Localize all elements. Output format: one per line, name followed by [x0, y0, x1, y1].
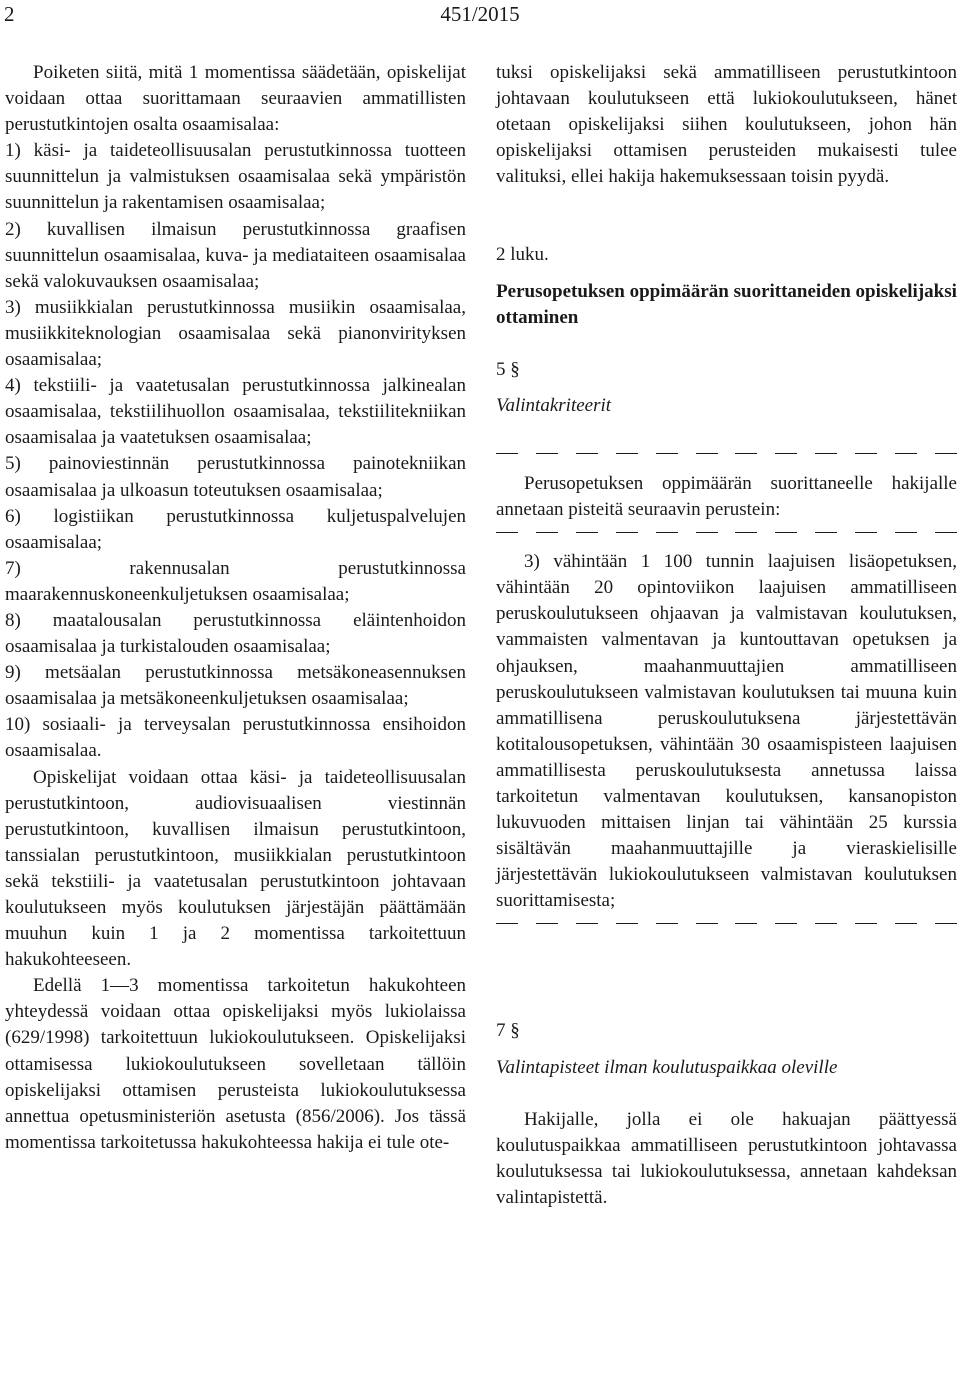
- list-item: 6) logistiikan perustutkinnossa kuljetuspalvelujen osaamisalaa;: [5, 505, 466, 553]
- page-number: 2: [4, 2, 15, 26]
- intro-paragraph: Poiketen siitä, mitä 1 momentissa säädetään, opiskelijat voidaan ottaa suorittamaan seuraavien ammatillisten perustutkintojen osalta osaamisalaa:: [5, 62, 466, 136]
- section-number: 5 §: [496, 358, 520, 380]
- list-item: 5) painoviestinnän perustutkinnossa painotekniikan osaamisalaa ja ulkoasun toteutuksen osaamisalaa;: [5, 453, 466, 501]
- list-item: 9) metsäalan perustutkinnossa metsäkoneasennuksen osaamisalaa ja metsäkoneenkuljetuksen osaamisalaa;: [5, 662, 466, 710]
- list-item: 3) vähintään 1 100 tunnin laajuisen lisäopetuksen, vähintään 20 opintoviikon laajuisen ammatilliseen peruskoulutukseen ohjaavan ja valmistavan koulutuksen, vammaisten valmentavan ja kuntouttavan opetuksen ja ohjauksen, maahanmuuttajien ammatilliseen peruskoulutukseen valmistavan koulutuksen tai muuna kuin ammatillisena peruskoulutuksena järjestettävän kotitalousopetuksen, vähintään 30 osaamispisteen laajuisen ammatillisesta peruskoulutuksesta annetussa laissa tarkoitetun valmentavan koulutuksen, kansanopiston lukuvuoden mittaisen linjan tai vähintään 25 kurssia sisältävän maahanmuuttajille ja vieraskielisille järjestettävän lukiokoulutukseen valmistavan koulutuksen suorittamisesta;: [496, 551, 957, 912]
- section-title: Valintapisteet ilman koulutuspaikkaa oleville: [496, 1056, 838, 1078]
- continued-paragraph: tuksi opiskelijaksi sekä ammatilliseen perustutkintoon johtavaan koulutukseen että lukiokoulutukseen, hänet otetaan opiskelijaksi siihen koulutukseen, johon hän opiskelijaksi ottamisen perusteiden mukaisesti tulee valituksi, ellei hakija hakemuksessaan toisin pyydä.: [496, 62, 957, 188]
- page-header: [0, 0, 960, 30]
- body-paragraph: Hakijalle, jolla ei ole hakuajan päättyessä koulutuspaikkaa ammatilliseen perustutkintoon johtavassa koulutuksessa tai lukiokoulutuksessa, annetaan kahdeksan valintapistettä.: [496, 1108, 957, 1208]
- chapter-number: 2 luku.: [496, 244, 549, 266]
- body-paragraph: Opiskelijat voidaan ottaa käsi- ja taideteollisuusalan perustutkintoon, audiovisuaalisen viestinnän perustutkintoon, kuvallisen ilmaisun perustutkintoon, tanssialan perustutkintoon, musiikkialan perustutkintoon sekä tekstiili- ja vaatetusalan perustutkintoon johtavaan koulutukseen myös koulutuksen järjestäjän päättämään muuhun kuin 1 ja 2 momentissa tarkoitettuun hakukohteeseen.: [5, 766, 466, 971]
- omission-divider: [496, 916, 957, 930]
- section-number: 7 §: [496, 1020, 520, 1042]
- left-column: [5, 60, 466, 1156]
- body-paragraph: Perusopetuksen oppimäärän suorittaneelle hakijalle annetaan pisteitä seuraavin perustein:: [496, 472, 957, 521]
- chapter-title: Perusopetuksen oppimäärän suorittaneiden opiskelijaksi ottaminen: [496, 280, 957, 328]
- list-item: 10) sosiaali- ja terveysalan perustutkinnossa ensihoidon osaamisalaa.: [5, 714, 466, 762]
- list-item: 8) maatalousalan perustutkinnossa eläintenhoidon osaamisalaa ja turkistalouden osaamisalaa;: [5, 609, 466, 658]
- document-id: 451/2015: [440, 2, 520, 26]
- list-item: 2) kuvallisen ilmaisun perustutkinnossa graafisen suunnittelun osaamisalaa, kuva- ja mediataiteen osaamisalaa sekä valokuvauksen osaamisalaa;: [5, 218, 466, 292]
- right-column: [496, 60, 957, 1211]
- body-paragraph: Edellä 1—3 momentissa tarkoitetun hakukohteen yhteydessä voidaan ottaa opiskelijaksi myös lukiolaissa (629/1998) tarkoitettuun lukiokoulutukseen. Opiskelijaksi ottamisessa lukiokoulutukseen sovelletaan tällöin opiskelijaksi ottamisen perusteista lukiokoulutuksessa annettua opetusministeriön asetusta (856/2006). Jos tässä momentissa tarkoitetussa hakukohteessa hakija ei tule ote-: [5, 975, 466, 1153]
- section-title: Valintakriteerit: [496, 394, 612, 416]
- omission-divider: [496, 525, 957, 539]
- list-item: 7) rakennusalan perustutkinnossa maarakennuskoneenkuljetuksen osaamisalaa;: [5, 557, 466, 605]
- list-item: 4) tekstiili- ja vaatetusalan perustutkinnossa jalkinealan osaamisalaa, tekstiilihuollon osaamisalaa, tekstiilitekniikan osaamisalaa ja vaatetuksen osaamisalaa;: [5, 375, 466, 449]
- list-item: 1) käsi- ja taideteollisuusalan perustutkinnossa tuotteen suunnittelun ja valmistuksen osaamisalaa sekä ympäristön suunnittelun ja rakentamisen osaamisalaa;: [5, 140, 466, 214]
- list-item: 3) musiikkialan perustutkinnossa musiikin osaamisalaa, musiikkiteknologian osaamisalaa sekä pianonvirityksen osaamisalaa;: [5, 296, 466, 371]
- omission-divider: [496, 447, 957, 461]
